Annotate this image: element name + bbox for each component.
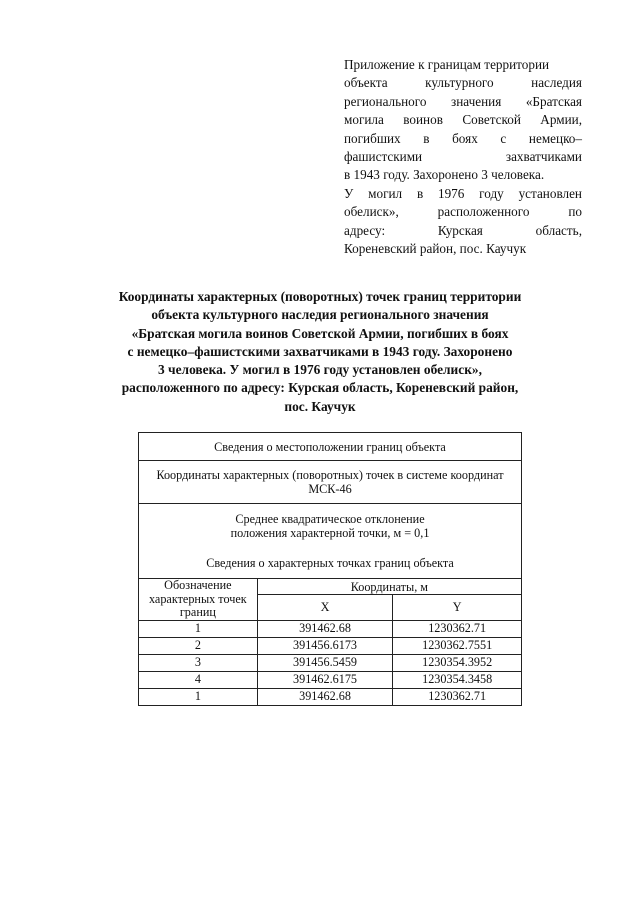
document-heading: [96, 288, 544, 416]
appendix-note: [344, 56, 582, 258]
designation-header-line: характерных точек: [149, 591, 247, 606]
appendix-line: У могил в 1976 году установлен: [344, 185, 582, 201]
heading-line: Координаты характерных (поворотных) точек границ территории: [118, 289, 522, 304]
point-number: 3: [139, 654, 258, 671]
point-x: 391462.6175: [257, 671, 393, 688]
point-x: 391456.6173: [257, 637, 393, 654]
x-header: X: [257, 595, 393, 620]
point-y: 1230362.71: [393, 620, 522, 637]
table-row: [139, 637, 522, 654]
coordinates-header: Координаты, м: [257, 579, 521, 595]
point-y: 1230362.71: [393, 688, 522, 705]
deviation-line: Среднее квадратическое отклонение: [235, 512, 425, 526]
table-row: [139, 620, 522, 637]
point-number: 4: [139, 671, 258, 688]
table-row: [139, 671, 522, 688]
point-x: 391456.5459: [257, 654, 393, 671]
point-number: 1: [139, 620, 258, 637]
appendix-line: регионального значения «Братская: [344, 93, 582, 109]
heading-line: объекта культурного наследия регионального значения: [151, 307, 489, 323]
designation-header-line: границ: [179, 605, 216, 619]
deviation-value: положения характерной точки, м = 0,1: [230, 526, 430, 540]
table-row: [139, 688, 522, 705]
point-y: 1230362.7551: [393, 637, 522, 654]
location-title-cell: Сведения о местоположении границ объекта: [139, 433, 522, 461]
appendix-line: фашистскими захватчиками: [344, 149, 582, 165]
appendix-line: объекта культурного наследия: [344, 75, 582, 91]
point-x: 391462.68: [257, 620, 393, 637]
coord-system-cell: [139, 461, 522, 504]
designation-header-line: Обозначение: [164, 578, 232, 592]
point-x: 391462.68: [257, 688, 393, 705]
appendix-line: обелиск», расположенного по: [344, 204, 582, 220]
y-header: Y: [393, 595, 522, 620]
heading-line: с немецко–фашистскими захватчиками в 1943 году. Захоронено: [127, 343, 513, 359]
point-number: 1: [139, 688, 258, 705]
table-row: [139, 654, 522, 671]
coordinates-table: [138, 432, 522, 706]
heading-line: «Братская могила воинов Советской Армии, погибших в боях: [131, 325, 509, 341]
heading-line: пос. Каучук: [284, 398, 356, 414]
appendix-line: Кореневский район, пос. Каучук: [344, 241, 527, 257]
coord-system-name: МСК-46: [308, 482, 352, 496]
appendix-line: адресу: Курская область,: [344, 222, 582, 238]
designation-header: [139, 579, 258, 621]
heading-line: 3 человека. У могил в 1976 году установлен обелиск»,: [158, 362, 482, 378]
point-y: 1230354.3458: [393, 671, 522, 688]
appendix-line: в 1943 году. Захоронено 3 человека.: [344, 167, 545, 183]
heading-line: расположенного по адресу: Курская область, Кореневский район,: [121, 380, 519, 396]
appendix-line: Приложение к границам территории: [344, 57, 550, 72]
points-title: Сведения о характерных точках границ объекта: [206, 556, 454, 570]
coord-system-line: Координаты характерных (поворотных) точек в системе координат: [156, 468, 504, 482]
appendix-line: могила воинов Советской Армии,: [344, 112, 582, 128]
point-y: 1230354.3952: [393, 654, 522, 671]
point-number: 2: [139, 637, 258, 654]
appendix-line: погибших в боях с немецко–: [344, 130, 582, 146]
deviation-cell: [139, 504, 522, 579]
